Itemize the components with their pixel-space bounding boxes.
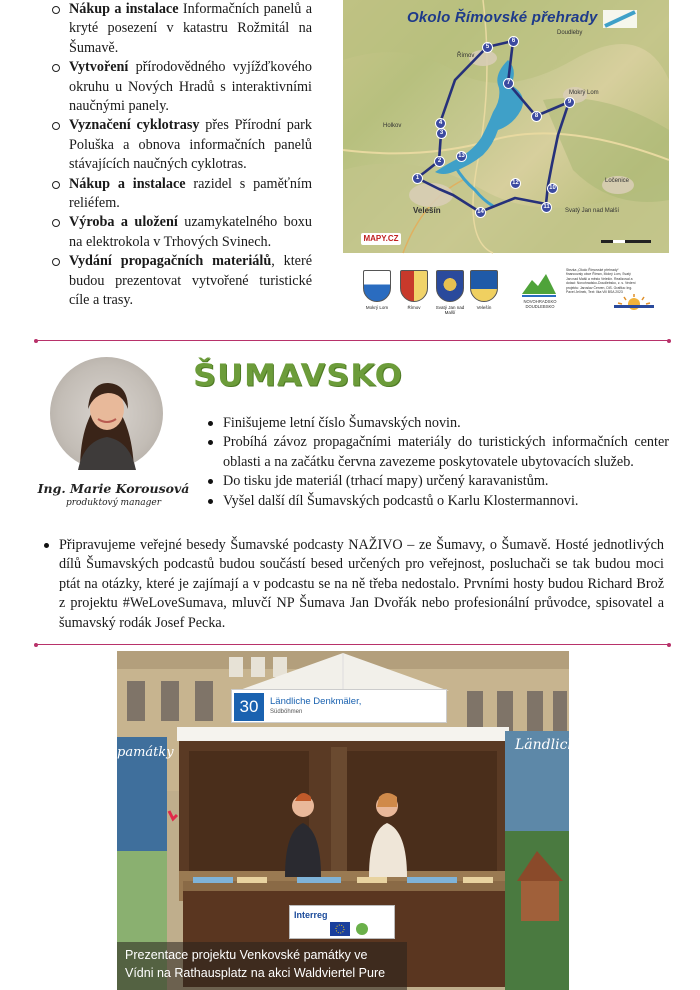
route-stop-marker: 12 [510, 178, 521, 189]
map-town-label: Velešín [413, 206, 441, 215]
list-item: Nákup a instalace Informačních panelů a kryté posezení v katastru Rožmitál na Šumavě. [52, 0, 312, 58]
map-credits: Stezka „Okolo Římovské přehrady“ financovaly obce Římov, Mokrý Lom, Svatý Jan nad Malší a město Velešín. Realizoval a dotaci: Novohradsko-Doudlebsko, z. s. Vedení projektu: Jaroslav Červen, DiS. Grafika: Ing. Pavel Jelínek, Text: Ilka Vill BSA 2023 [566, 268, 636, 295]
list-item: Výroba a uložení uzamykatelného boxu na elektrokola v Trhových Svinech. [52, 213, 312, 252]
crest-icon [400, 270, 428, 302]
crest-icon [436, 270, 464, 302]
route-stop-marker: 1 [412, 173, 423, 184]
list-item: Probíhá závoz propagačními materiály do turistických informačních center oblasti a na začátku června zavezeme poskytovatele ubytovacích služeb. [208, 433, 669, 472]
route-stop-marker: 5 [482, 42, 493, 53]
map-title: Okolo Římovské přehrady [407, 9, 598, 26]
section-divider [36, 644, 669, 645]
route-stop-marker: 6 [508, 36, 519, 47]
booth-sign [231, 689, 447, 723]
interreg-label: Interreg [294, 910, 328, 920]
crest-icon [470, 270, 498, 302]
list-item: Vytvoření přírodovědného vyjížďkového okruhu u Nových Hradů s interaktivními naučnými panely. [52, 58, 312, 116]
route-stop-marker: 11 [541, 202, 552, 213]
route-stop-marker: 3 [436, 128, 447, 139]
map-town-label: Doudleby [557, 30, 583, 36]
route-stop-marker: 2 [434, 156, 445, 167]
section-title: ŠUMAVSKO [193, 356, 403, 394]
list-item: Připravujeme veřejné besedy Šumavské podcasty NAŽIVO – ze Šumavy, o Šumavě. Hosté jednotlivých dílů Šumavských podcastů budou součástí besed určených pro veřejnost, posluchači se tak budou moci ptát na otázky, které je zajímají a v podcastu se na ně třeba nedostalo. Prvními hosty budou Richard Brož z projektu #WeLoveSumava, mluvčí NP Šumava Jan Dvořák nebo profesionální průvodce, spisovatel a šumavský rodák Josef Pecka. [44, 536, 664, 633]
person-role: produktový manager [65, 498, 161, 508]
sponsor-label: NOVOHRADSKO DOUDLEBSKO [523, 299, 557, 309]
event-photo [117, 651, 577, 990]
map-town-label: Holkov [383, 123, 402, 129]
list-item: Vyznačení cyklotrasy přes Přírodní park Poluška a obnova informačních panelů stávajících naučných cyklotras. [52, 116, 312, 174]
person-portrait [50, 357, 163, 470]
route-stop-marker: 14 [475, 207, 486, 218]
banner-text-right: Ländlich [515, 737, 577, 753]
route-stop-marker: 4 [435, 118, 446, 129]
crest-icon [363, 270, 391, 302]
map-town-label: Ločenice [605, 178, 630, 184]
banner-text-left: památky [117, 745, 174, 760]
eu-flag-icon [330, 922, 390, 936]
map-town-label: Mokrý Lom [569, 90, 599, 96]
route-stop-marker: 13 [456, 151, 467, 162]
list-item: Nákup a instalace razidel s paměťním reliéfem. [52, 175, 312, 214]
podcast-news-list [44, 536, 664, 633]
project-activities-list [52, 0, 312, 311]
sponsor-logos [360, 268, 680, 318]
map-town-label: Svatý Jan nad Malší [565, 208, 620, 214]
route-map [343, 0, 669, 253]
list-item: Vydání propagačních materiálů, které budou prezentovat vytvořené turistické cíle a trasy. [52, 252, 312, 310]
avatar [50, 357, 163, 470]
section-divider [36, 340, 669, 341]
booth-number: 30 [234, 693, 264, 721]
crest-label: Svatý Jan nad Malší [435, 305, 465, 315]
booth-title: Ländliche Denkmäler, [270, 696, 362, 707]
sun-logo-icon [610, 292, 658, 308]
list-item: Finišujeme letní číslo Šumavských novin. [208, 414, 669, 433]
person-name: Ing. Marie Korousová [37, 481, 190, 496]
route-stop-marker: 9 [564, 97, 575, 108]
map-town-label: Římov [457, 53, 475, 59]
crest-label: Velešín [476, 305, 492, 310]
novohradsko-logo-icon [522, 270, 556, 298]
crest-label: Mokrý Lom [365, 305, 389, 310]
news-list [208, 414, 669, 511]
interreg-sign [289, 905, 395, 939]
list-item: Vyšel další díl Šumavských podcastů o Karlu Klostermannovi. [208, 492, 669, 511]
mapy-cz-logo: MAPY.CZ [361, 233, 401, 245]
route-stop-marker: 10 [547, 183, 558, 194]
photo-caption: Prezentace projektu Venkovské památky ve Vídni na Rathausplatz na akci Waldviertel Pure [117, 942, 407, 990]
route-stop-marker: 8 [531, 111, 542, 122]
crest-label: Římov [407, 305, 421, 310]
route-stop-marker: 7 [503, 78, 514, 89]
list-item: Do tisku jde materiál (trhací mapy) určený karavanistům. [208, 472, 669, 491]
booth-subtitle: Südböhmen [270, 709, 303, 715]
